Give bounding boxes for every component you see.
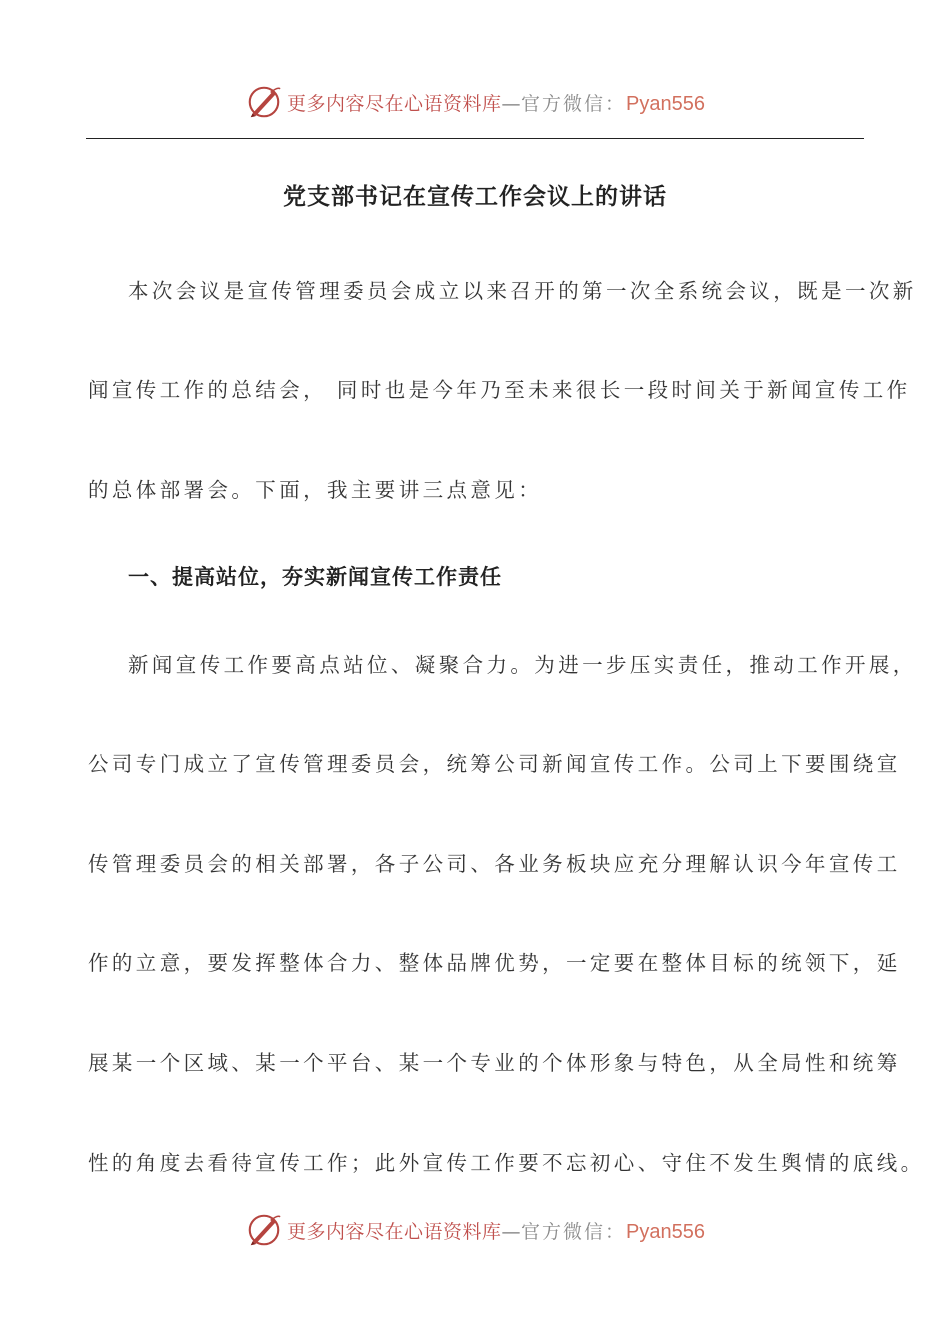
section-heading: 一、提高站位，夯实新闻宣传工作责任: [128, 564, 502, 589]
paragraph-line: 传管理委员会的相关部署，各子公司、各业务板块应充分理解认识今年宣传工: [88, 852, 901, 876]
paragraph-line: 本次会议是宣传管理委员会成立以来召开的第一次全系统会议，既是一次新: [128, 279, 917, 303]
banner-wechat-label: 官方微信：: [521, 92, 627, 115]
banner-wechat-id: Pyan556: [626, 1220, 705, 1243]
header-divider: [86, 138, 864, 139]
paragraph-line: 闻宣传工作的总结会， 同时也是今年乃至未来很长一段时间关于新闻宣传工作: [88, 378, 911, 402]
pen-logo-icon: [245, 83, 283, 121]
paragraph-line: 作的立意，要发挥整体合力、整体品牌优势，一定要在整体目标的统领下，延: [88, 951, 901, 975]
banner-wechat-label: 官方微信：: [521, 1220, 627, 1243]
paragraph-line: 性的角度去看待宣传工作；此外宣传工作要不忘初心、守住不发生舆情的底线。: [88, 1151, 925, 1175]
header-banner: [0, 78, 950, 126]
banner-text: [287, 89, 705, 116]
paragraph-line: 公司专门成立了宣传管理委员会，统筹公司新闻宣传工作。公司上下要围绕宣: [88, 752, 901, 776]
document-title: 党支部书记在宣传工作会议上的讲话: [283, 183, 667, 210]
banner-site-name: 更多内容尽在心语资料库: [287, 1220, 502, 1243]
footer-banner: [0, 1206, 950, 1254]
paragraph-line: 展某一个区域、某一个平台、某一个专业的个体形象与特色，从全局性和统筹: [88, 1051, 901, 1075]
pen-logo-icon: [245, 1211, 283, 1249]
paragraph-line: 新闻宣传工作要高点站位、凝聚合力。为进一步压实责任，推动工作开展，: [128, 653, 917, 677]
banner-text: [287, 1217, 705, 1244]
paragraph-line: 的总体部署会。下面，我主要讲三点意见：: [88, 478, 543, 502]
banner-dash: —: [501, 1220, 522, 1243]
banner-site-name: 更多内容尽在心语资料库: [287, 92, 502, 115]
banner-dash: —: [501, 92, 522, 115]
banner-wechat-id: Pyan556: [626, 92, 705, 115]
